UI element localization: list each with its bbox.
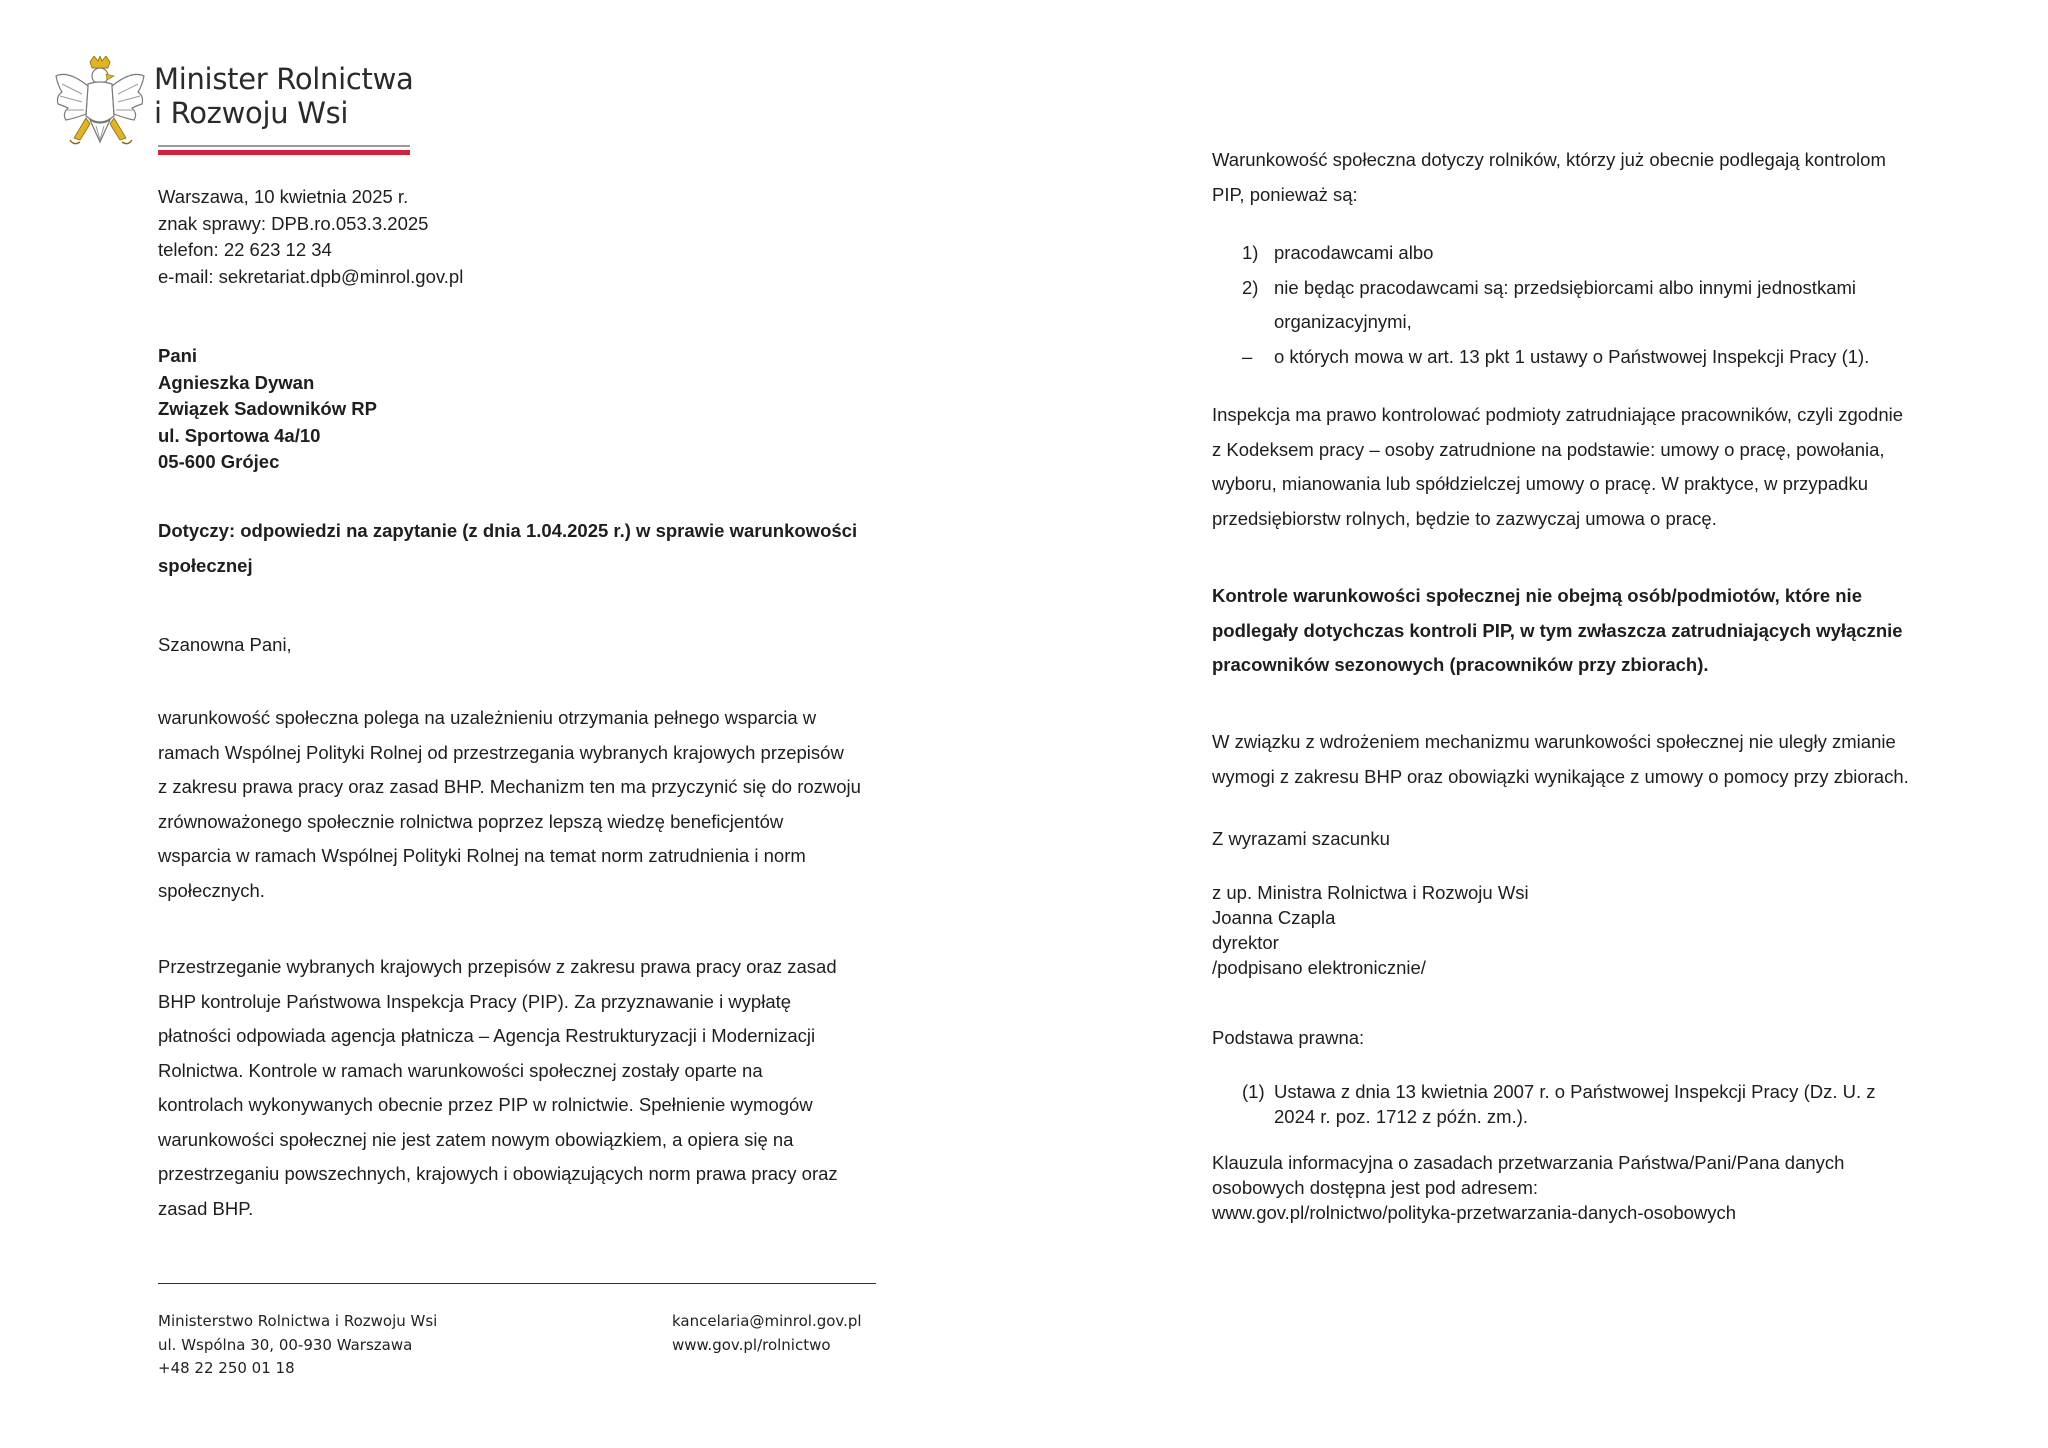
clause-url: www.gov.pl/rolnictwo/polityka-przetwarzania-danych-osobowych [1212,1202,1737,1223]
footer-address [158,1310,437,1381]
list-item [1212,340,1972,375]
legal-basis-marker: (1) [1242,1081,1265,1102]
text-line: Warunkowość społeczna dotyczy rolników, którzy już obecnie podlegają kontrolom [1212,149,1886,170]
footer-email: kancelaria@minrol.gov.pl [672,1312,862,1330]
ministry-name-line-2: i Rozwoju Wsi [154,96,349,130]
signature-note: /podpisano elektronicznie/ [1212,957,1426,978]
recipient-name: Agnieszka Dywan [158,371,315,393]
closing-phrase: Z wyrazami szacunku [1212,828,1390,849]
text-line: ramach Wspólnej Polityki Rolnej od przestrzegania wybranych krajowych przepisów [158,741,844,763]
text-line: podlegały dotychczas kontroli PIP, w tym zwłaszcza zatrudniających wyłącznie [1212,619,1903,641]
clause-line: Klauzula informacyjna o zasadach przetwarzania Państwa/Pani/Pana danych [1212,1152,1845,1173]
subject-line-2: społecznej [158,554,253,576]
case-number: znak sprawy: DPB.ro.053.3.2025 [158,212,429,234]
footer-divider [158,1283,876,1284]
text-line: wsparcia w ramach Wspólnej Polityki Rolnej na temat norm zatrudnienia i norm [158,845,806,866]
recipient-street: ul. Sportowa 4a/10 [158,424,321,446]
letter-page-2 [1024,0,2048,1448]
employer-list [1212,236,1972,374]
footer-website: www.gov.pl/rolnictwo [672,1335,831,1354]
text-line: pracowników sezonowych (pracowników przy zbiorach). [1212,654,1709,675]
legal-basis-text: 2024 r. poz. 1712 z późn. zm.). [1274,1106,1529,1127]
text-line: W związku z wdrożeniem mechanizmu warunkowości społecznej nie uległy zmianie [1212,731,1896,752]
text-line: z zakresu prawa pracy oraz zasad BHP. Mechanizm ten ma przyczynić się do rozwoju [158,776,861,797]
recipient-organization: Związek Sadowników RP [158,398,377,419]
ministry-logo [52,56,424,166]
ministry-name [154,62,413,130]
recipient-city: 05-600 Grójec [158,451,280,472]
text-line: z Kodeksem pracy – osoby zatrudnione na podstawie: umowy o pracę, powołania, [1212,438,1885,460]
footer-street: ul. Wspólna 30, 00-930 Warszawa [158,1335,413,1354]
text-line: płatności odpowiada agencja płatnicza – Agencja Restrukturyzacji i Modernizacji [158,1025,816,1046]
recipient-address [158,343,718,476]
flag-rule-white [158,145,410,147]
signature-block [1212,880,1972,980]
text-line: zrównoważonego społecznie rolnictwa poprzez lepszą wiedzę beneficjentów [158,810,784,832]
text-line: Rolnictwa. Kontrole w ramach warunkowości społecznej zostały oparte na [158,1059,763,1081]
text-line: zasad BHP. [158,1197,254,1219]
text-line: PIP, ponieważ są: [1212,183,1358,205]
footer-phone: +48 22 250 01 18 [158,1359,295,1377]
paragraph-seasonal-workers [1212,579,1972,683]
paragraph-bhp-requirements [1212,725,1972,794]
text-line: warunkowość społeczna polega na uzależnieniu otrzymania pełnego wsparcia w [158,707,817,728]
legal-basis-title: Podstawa prawna: [1212,1027,1365,1048]
paragraph-pip-control [158,950,878,1226]
text-line: wymogi z zakresu BHP oraz obowiązki wynikające z umowy o pomocy przy zbiorach. [1212,765,1909,787]
subject-line-1: Dotyczy: odpowiedzi na zapytanie (z dnia 1.04.2025 r.) w sprawie warunkowości [158,520,858,541]
data-processing-clause [1212,1150,1972,1225]
paragraph-social-conditionality [158,701,878,908]
salutation: Szanowna Pani, [158,634,292,655]
list-item [1212,236,1972,271]
text-line: przedsiębiorstw rolnych, będzie to zazwyczaj umowa o pracę. [1212,507,1717,529]
clause-line: osobowych dostępna jest pod adresem: [1212,1177,1539,1198]
list-item-text: pracodawcami albo [1274,242,1434,263]
subject-line [158,514,878,583]
phone: telefon: 22 623 12 34 [158,239,332,260]
footer-ministry: Ministerstwo Rolnictwa i Rozwoju Wsi [158,1312,438,1330]
text-line: warunkowości społecznej nie jest zatem nowym obowiązkiem, a opiera się na [158,1128,794,1150]
list-marker: 2) [1242,276,1259,298]
text-line: społecznych. [158,879,265,901]
legal-basis-text: Ustawa z dnia 13 kwietnia 2007 r. o Państwowej Inspekcji Pracy (Dz. U. z [1274,1081,1876,1102]
ministry-name-line-1: Minister Rolnictwa [154,62,414,96]
legal-basis-item [1212,1079,1972,1129]
list-item [1212,271,1972,340]
text-line: przestrzeganiu powszechnych, krajowych i obowiązujących norm prawa pracy oraz [158,1163,838,1184]
footer-contact [672,1310,862,1357]
signature-position: dyrektor [1212,932,1279,953]
text-line: Kontrole warunkowości społecznej nie obejmą osób/podmiotów, które nie [1212,585,1862,606]
recipient-title: Pani [158,345,198,366]
text-line: Przestrzeganie wybranych krajowych przepisów z zakresu prawa pracy oraz zasad [158,956,837,977]
list-item-text: o których mowa w art. 13 pkt 1 ustawy o Państwowej Inspekcji Pracy (1). [1274,345,1870,367]
signature-authority: z up. Ministra Rolnictwa i Rozwoju Wsi [1212,882,1529,903]
text-line: kontrolach wykonywanych obecnie przez PIP w rolnictwie. Spełnienie wymogów [158,1094,813,1115]
email: e-mail: sekretariat.dpb@minrol.gov.pl [158,265,464,287]
list-item-text: organizacyjnymi, [1274,311,1412,332]
place-date: Warszawa, 10 kwietnia 2025 r. [158,186,409,207]
list-item-text: nie będąc pracodawcami są: przedsiębiorcami albo innymi jednostkami [1274,276,1857,298]
paragraph-inspection-rights [1212,398,1972,536]
legal-basis-row [1212,1079,1972,1104]
letter-metadata [158,184,718,290]
text-line: Inspekcja ma prawo kontrolować podmioty zatrudniające pracowników, czyli zgodnie [1212,404,1904,425]
flag-rule-red [158,150,410,155]
paragraph-intro [1212,143,1972,212]
signature-name: Joanna Czapla [1212,907,1336,928]
list-marker: 1) [1242,242,1259,263]
text-line: wyboru, mianowania lub spółdzielczej umowy o pracę. W praktyce, w przypadku [1212,473,1869,494]
text-line: BHP kontroluje Państwowa Inspekcja Pracy (PIP). Za przyznawanie i wypłatę [158,990,792,1012]
polish-eagle-icon [52,56,148,160]
list-marker: – [1242,345,1253,367]
